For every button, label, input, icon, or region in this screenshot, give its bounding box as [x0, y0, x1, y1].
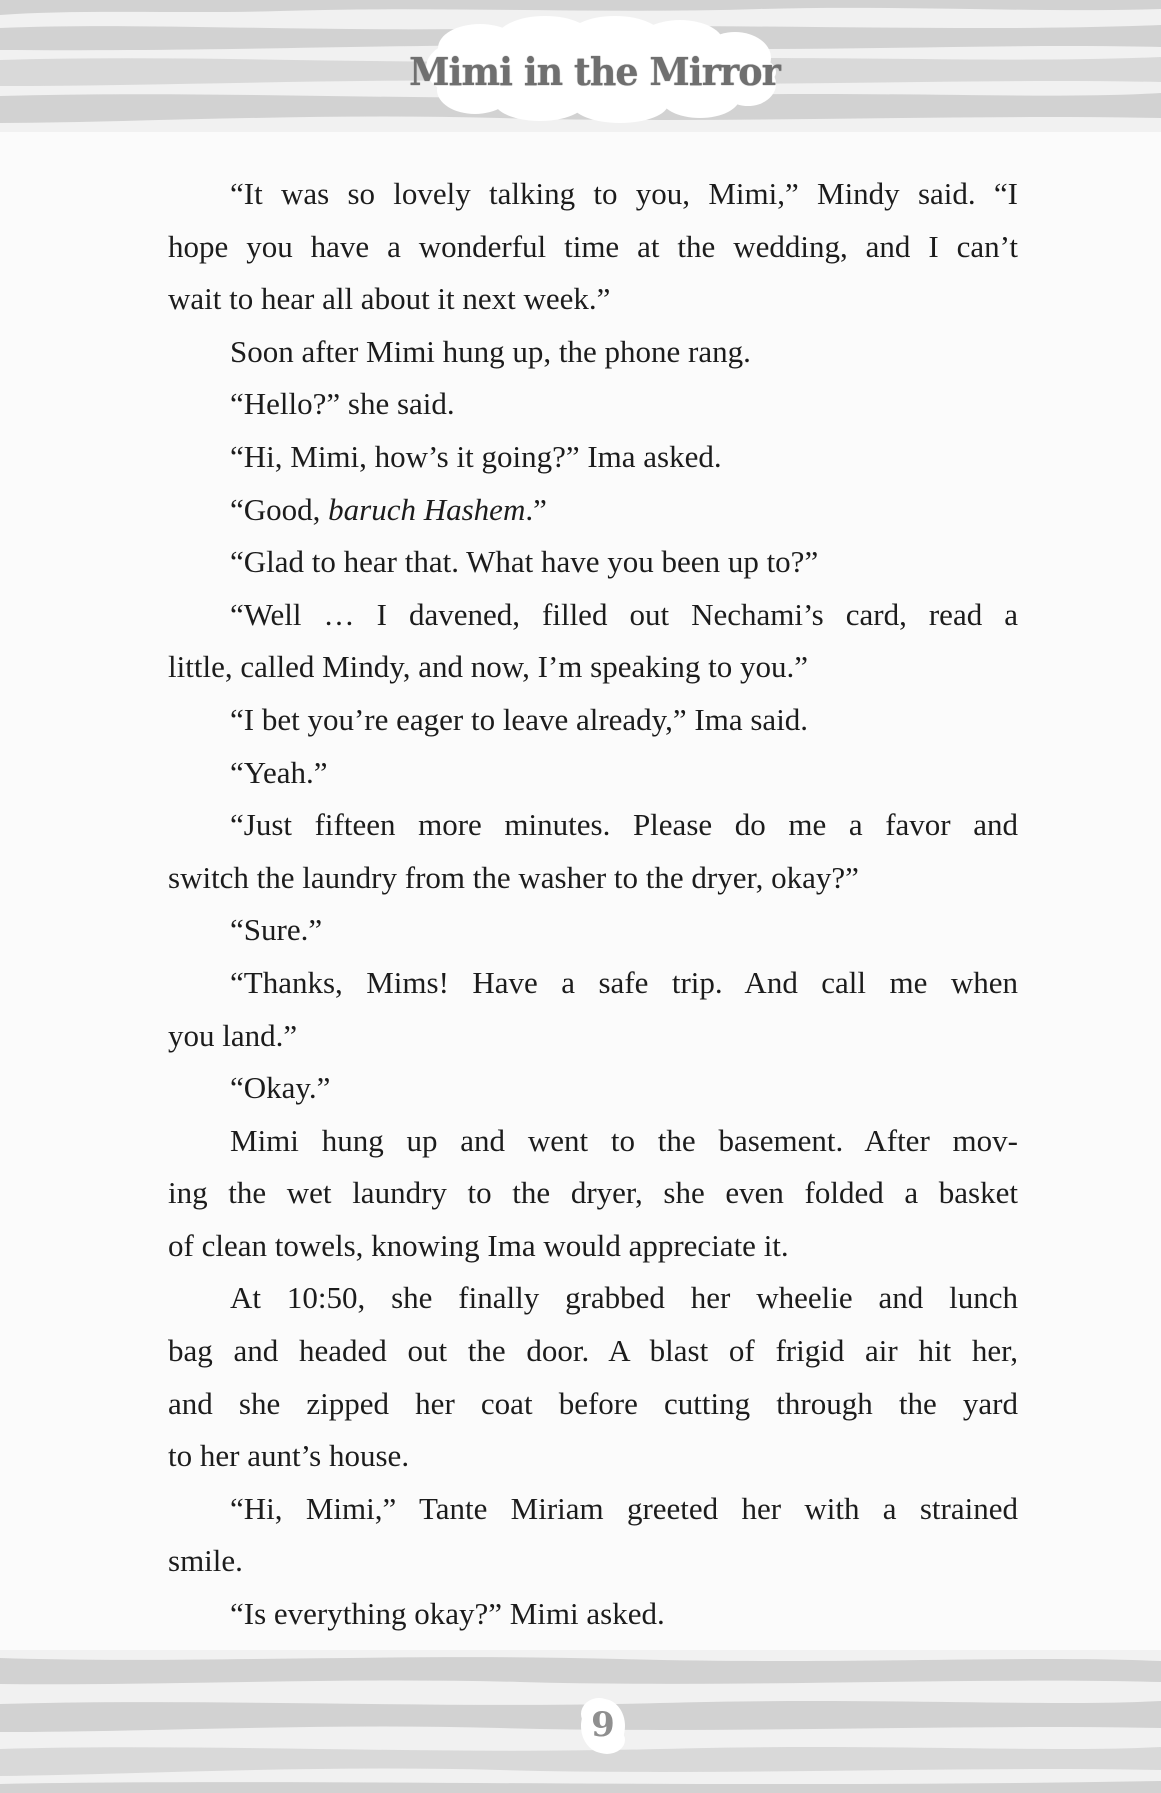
body-line — [168, 852, 1018, 905]
text-segment: you land.” — [168, 1017, 298, 1053]
text-segment: wait to hear all about it next week.” — [168, 281, 611, 317]
text-segment: “Hi, Mimi, how’s it going?” Ima asked. — [230, 438, 722, 474]
header-band — [0, 0, 1161, 132]
text-segment: hope you have a wonderful time at the wedding, and I can’t — [168, 228, 1018, 264]
text-segment: Soon after Mimi hung up, the phone rang. — [230, 333, 751, 369]
body-line — [168, 1220, 1018, 1273]
text-segment: “I bet you’re eager to leave already,” Ima said. — [230, 701, 809, 737]
body-line — [168, 1115, 1018, 1168]
body-line — [168, 1167, 1018, 1220]
text-segment: “Sure.” — [230, 912, 323, 948]
text-segment: “Is everything okay?” Mimi asked. — [230, 1596, 665, 1632]
text-segment: of clean towels, knowing Ima would appreciate it. — [168, 1227, 789, 1263]
body-line — [168, 1378, 1018, 1431]
body-line — [168, 273, 1018, 326]
body-line — [168, 589, 1018, 642]
body-line — [168, 221, 1018, 274]
text-segment: “Glad to hear that. What have you been up to?” — [230, 544, 819, 580]
body-line — [168, 1535, 1018, 1588]
text-segment: “Thanks, Mims! Have a safe trip. And call me when — [230, 964, 1018, 1000]
text-segment: “Good, — [230, 491, 329, 527]
body-line — [168, 1430, 1018, 1483]
text-segment: bag and headed out the door. A blast of frigid air hit her, — [168, 1333, 1018, 1369]
italic-text-segment: baruch Hashem — [328, 491, 526, 527]
text-segment: Mimi hung up and went to the basement. After mov- — [230, 1122, 1018, 1158]
body-line — [168, 484, 1018, 537]
text-segment: “Hello?” she said. — [230, 386, 455, 422]
text-segment: .” — [525, 491, 547, 527]
body-line — [168, 1062, 1018, 1115]
text-segment: to her aunt’s house. — [168, 1438, 410, 1474]
body-line — [168, 1483, 1018, 1536]
body-line — [168, 1588, 1018, 1641]
text-segment: “Just fifteen more minutes. Please do me a favor and — [230, 807, 1018, 843]
text-segment: smile. — [168, 1543, 243, 1579]
book-title: Mimi in the Mirror — [409, 49, 780, 94]
text-segment: “It was so lovely talking to you, Mimi,” Mindy said. “I — [230, 176, 1018, 211]
text-segment: switch the laundry from the washer to the dryer, okay?” — [168, 859, 859, 895]
text-segment: “Okay.” — [230, 1070, 331, 1106]
body-line — [168, 957, 1018, 1010]
text-segment: and she zipped her coat before cutting through the yard — [168, 1385, 1018, 1421]
body-line — [168, 904, 1018, 957]
text-segment: “Hi, Mimi,” Tante Miriam greeted her with a strained — [230, 1490, 1018, 1526]
body-line — [168, 747, 1018, 800]
text-segment: ing the wet laundry to the dryer, she even folded a basket — [168, 1175, 1018, 1211]
body-line — [168, 168, 1018, 221]
body-line — [168, 1010, 1018, 1063]
body-line — [168, 431, 1018, 484]
body-line — [168, 1272, 1018, 1325]
body-line — [168, 799, 1018, 852]
text-segment: “Well … I davened, filled out Nechami’s card, read a — [230, 596, 1018, 632]
text-segment: At 10:50, she finally grabbed her wheelie and lunch — [230, 1280, 1018, 1316]
body-line — [168, 378, 1018, 431]
body-line — [168, 1325, 1018, 1378]
body-text — [168, 168, 1018, 1641]
text-segment: little, called Mindy, and now, I’m speaking to you.” — [168, 649, 808, 685]
text-segment: “Yeah.” — [230, 754, 328, 790]
body-line — [168, 536, 1018, 589]
body-line — [168, 694, 1018, 747]
page-number: 9 — [591, 1705, 615, 1745]
body-line — [168, 641, 1018, 694]
body-line — [168, 326, 1018, 379]
